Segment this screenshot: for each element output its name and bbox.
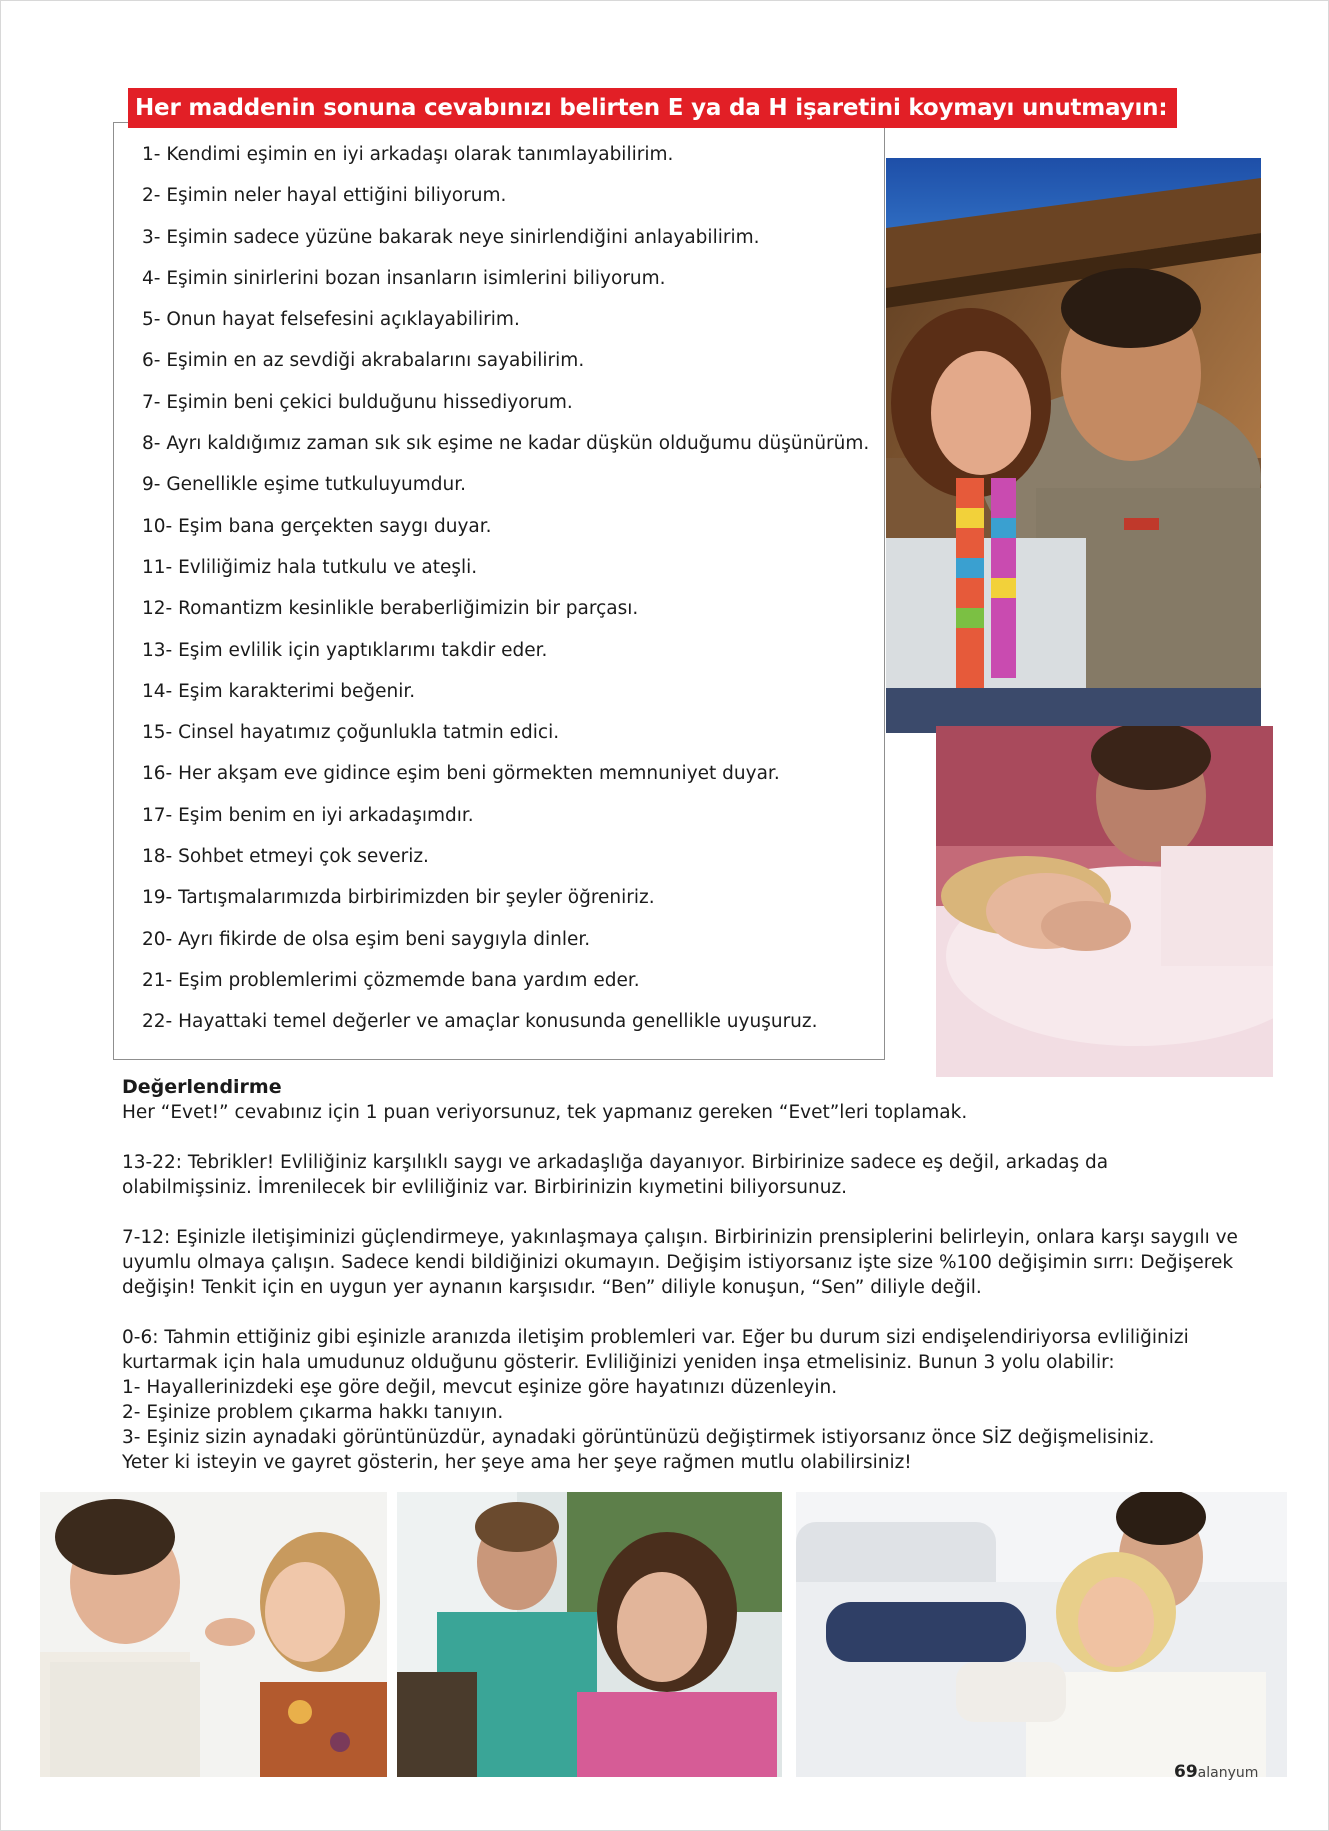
quiz-item: 8- Ayrı kaldığımız zaman sık sık eşime ne kadar düşkün olduğumu düşünürüm.: [142, 433, 870, 455]
quiz-item: 4- Eşimin sinirlerini bozan insanların isimlerini biliyorum.: [142, 267, 666, 289]
evaluation-title: Değerlendirme: [122, 1076, 282, 1098]
tip-item: 2- Eşinize problem çıkarma hakkı tanıyın.: [122, 1402, 504, 1423]
closing-text: Yeter ki isteyin ve gayret gösterin, her şeye ama her şeye rağmen mutlu olabilirsiniz!: [122, 1452, 912, 1473]
score-mid-text: 7-12: Eşinizle iletişiminizi güçlendirmeye, yakınlaşmaya çalışın. Birbirinizin prensiplerini belirleyin, onlara karşı saygılı ve uyumlu olmaya çalışın. Sadece kendi bildiğinizi okumayın. Değişim istiyorsanız işte size %100 değişimin sırrı: Değişerek değişin! Tenkit için en uygun yer aynanın karşısıdır. “Ben” diliyle konuşun, “Sen” diliyle değil.: [122, 1227, 1238, 1298]
tip-item: 3- Eşiniz sizin aynadaki görüntünüzdür, aynadaki görüntünüzü değiştirmek istiyorsanız önce SİZ değişmelisiniz.: [122, 1427, 1155, 1448]
tip-item: 1- Hayallerinizdeki eşe göre değil, mevcut eşinize göre hayatınızı düzenleyin.: [122, 1377, 838, 1398]
quiz-item: 14- Eşim karakterimi beğenir.: [142, 680, 416, 702]
quiz-item: 19- Tartışmalarımızda birbirimizden bir şeyler öğreniriz.: [142, 887, 655, 909]
evaluation-section: [122, 1075, 1242, 1475]
quiz-item: 15- Cinsel hayatımız çoğunlukla tatmin edici.: [142, 722, 560, 744]
quiz-item: 7- Eşimin beni çekici bulduğunu hissediyorum.: [142, 391, 573, 413]
magazine-name: alanyum: [1197, 1765, 1259, 1781]
quiz-item: 5- Onun hayat felsefesini açıklayabilirim.: [142, 309, 520, 331]
quiz-item: 11- Evliliğimiz hala tutkulu ve ateşli.: [142, 556, 478, 578]
quiz-item: 10- Eşim bana gerçekten saygı duyar.: [142, 515, 492, 537]
quiz-item: 13- Eşim evlilik için yaptıklarımı takdir eder.: [142, 639, 548, 661]
quiz-item: 16- Her akşam eve gidince eşim beni görmekten memnuniyet duyar.: [142, 763, 780, 785]
instruction-banner: Her maddenin sonuna cevabınızı belirten E ya da H işaretini koymayı unutmayın:: [128, 88, 1177, 128]
score-low-text: 0-6: Tahmin ettiğiniz gibi eşinizle aranızda iletişim problemleri var. Eğer bu durum sizi endişelendiriyorsa evliliğinizi kurtarmak için hala umudunuz olduğunu gösterir. Evliliğinizi yeniden inşa etmelisiniz. Bunun 3 yolu olabilir:: [122, 1327, 1189, 1373]
quiz-item: 17- Eşim benim en iyi arkadaşımdır.: [142, 804, 474, 826]
quiz-item: 12- Romantizm kesinlikle beraberliğimizin bir parçası.: [142, 598, 639, 620]
quiz-box: [113, 122, 885, 1060]
quiz-item: 22- Hayattaki temel değerler ve amaçlar konusunda genellikle uyuşuruz.: [142, 1011, 818, 1033]
couple-feeding-photo: [40, 1492, 387, 1777]
quiz-item: 6- Eşimin en az sevdiği akrabalarını sayabilirim.: [142, 350, 585, 372]
couple-smiling-photo: [886, 158, 1261, 733]
quiz-item: 1- Kendimi eşimin en iyi arkadaşı olarak tanımlayabilirim.: [142, 144, 674, 165]
couple-lying-photo: [936, 726, 1273, 1077]
quiz-item: 9- Genellikle eşime tutkuluyumdur.: [142, 474, 467, 496]
quiz-item: 3- Eşimin sadece yüzüne bakarak neye sinirlendiğini anlayabilirim.: [142, 226, 760, 248]
couple-upset-photo: [397, 1492, 782, 1777]
quiz-item: 21- Eşim problemlerimi çözmemde bana yardım eder.: [142, 969, 640, 991]
quiz-item: 18- Sohbet etmeyi çok severiz.: [142, 846, 429, 868]
page-footer: [1174, 1762, 1258, 1782]
quiz-list: [142, 141, 869, 1050]
couple-laughing-photo: [796, 1492, 1287, 1777]
score-high-text: 13-22: Tebrikler! Evliliğiniz karşılıklı saygı ve arkadaşlığa dayanıyor. Birbirinize sadece eş değil, arkadaş da olabilmişsiniz. İmrenilecek bir evliliğiniz var. Birbirinizin kıymetini biliyorsunuz.: [122, 1152, 1109, 1198]
quiz-item: 20- Ayrı fikirde de olsa eşim beni saygıyla dinler.: [142, 928, 591, 950]
evaluation-intro: Her “Evet!” cevabınız için 1 puan veriyorsunuz, tek yapmanız gereken “Evet”leri toplamak.: [122, 1102, 968, 1123]
page-number: 69: [1174, 1762, 1198, 1782]
quiz-item: 2- Eşimin neler hayal ettiğini biliyorum.: [142, 185, 507, 207]
